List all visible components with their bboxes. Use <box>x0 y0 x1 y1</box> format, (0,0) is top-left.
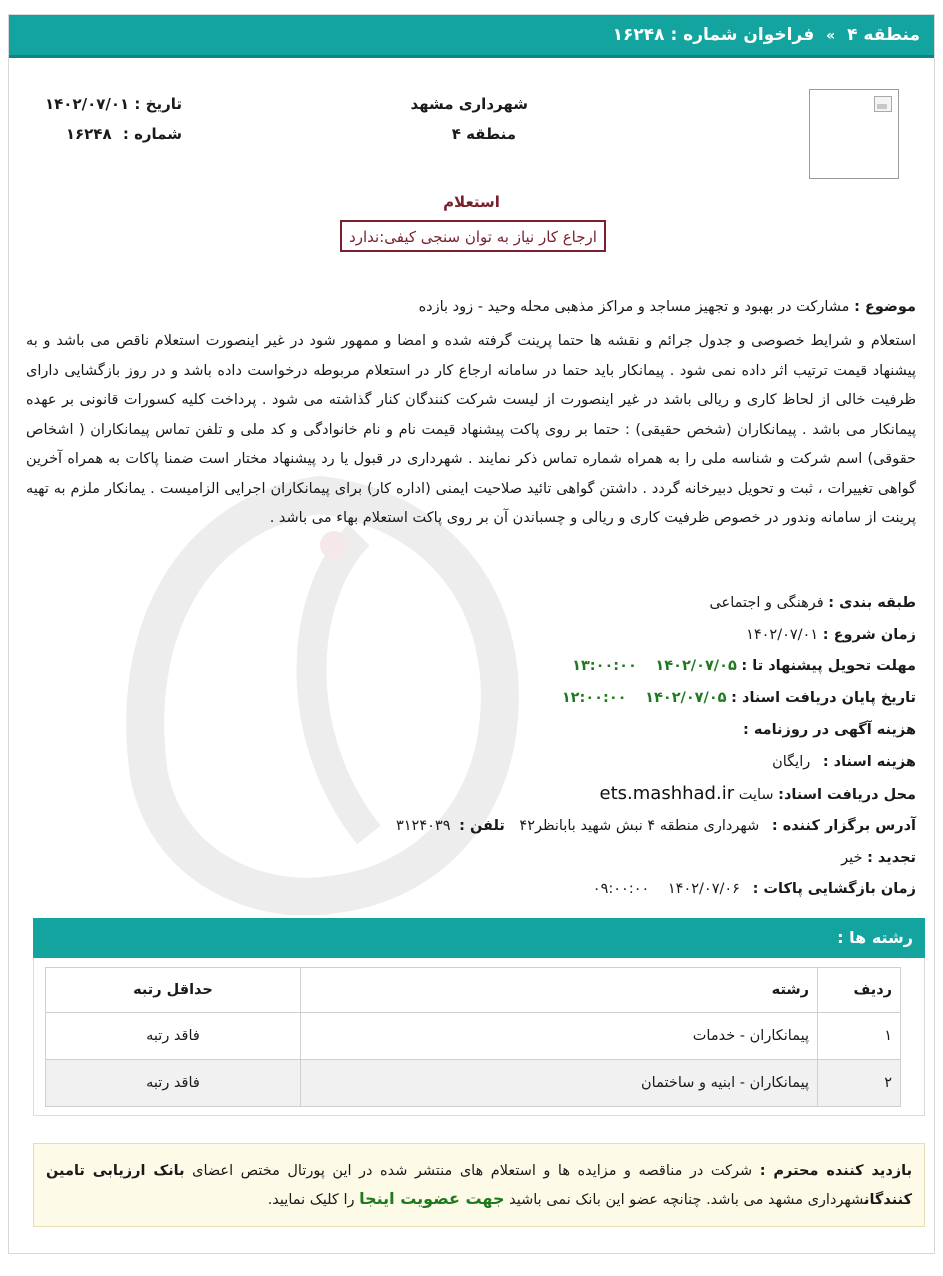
image-placeholder-icon <box>874 96 892 112</box>
notice-text-1: شرکت در مناقصه و مزایده ها و استعلام های منتشر شده در این پورتال مختص اعضای <box>192 1163 753 1179</box>
deadline-label: مهلت تحویل پیشنهاد تا : <box>741 658 916 674</box>
notice-text-2: شهرداری مشهد می باشد. چنانچه عضو این بانک نمی باشید <box>509 1192 865 1208</box>
row-index: ۲ <box>818 1060 901 1107</box>
join-link[interactable]: جهت عضویت اینجا <box>359 1189 505 1208</box>
org-name: شهرداری مشهد <box>410 95 528 113</box>
quality-assessment-note: ارجاع کار نیاز به توان سنجی کیفی:ندارد <box>340 220 606 252</box>
docs-end-row <box>562 690 916 706</box>
start-label: زمان شروع : <box>822 627 916 643</box>
deadline-time: ۱۳:۰۰:۰۰ <box>572 658 637 674</box>
org-region: منطقه ۴ <box>451 125 516 143</box>
opening-row <box>593 881 916 897</box>
docs-end-label: تاریخ پایان دریافت اسناد : <box>731 690 916 706</box>
notice-text-3: را کلیک نمایید. <box>267 1192 355 1208</box>
date-label: تاریخ : <box>134 95 182 113</box>
description-text: استعلام و شرایط خصوصی و جدول جرائم و نقشه ها حتما پرینت گرفته شده و امضا و ممهور شود در غیر اینصورت استعلام ناقص می باشد و به پیشنهاد قیمت ترتیب اثر داده نمی شود . پیمانکار باید حتما در سامانه ارجاع کار در استعلام مربوطه درخواست داده باشد و در روز بازگشایی دارای ظرفیت خالی از لحاظ کاری و ریالی باشد در غیر اینصورت از لیست شرکت کنندگان کنار گذاشته می شود . پرداخت کلیه کسورات قانونی بر عهده پیمانکار می باشد . پیمانکاران (شخص حقیقی) : حتما بر روی پاکت پیشنهاد قیمت نام و نام خانوادگی و کد ملی و تلفن تماس پیمانکاران ( اشخاص حقوقی) اسم شرکت و شناسه ملی را به همراه شماره تماس ذکر نمایند . شهرداری در قبول یا رد پیشنهاد مختار است ضمنا پاکات به همراه آخرین گواهی تغییرات ، ثبت و تحویل دبیرخانه گردد . داشتن گواهی تائید صلاحیت ایمنی (اداره کار) برای پیمانکاران اجرایی الزامیست . یمانکار ملزم به تهیه پرینت از سامانه وندور در خصوص ظرفیت کاری و ریالی و چسباندن آن بر روی پاکت استعلام بهاء می باشد . <box>26 333 916 526</box>
doc-cost-value: رایگان <box>772 754 811 770</box>
table-header-row <box>46 968 901 1013</box>
number-row <box>66 125 182 143</box>
opening-date: ۱۴۰۲/۰۷/۰۶ <box>667 881 740 897</box>
row-grade: فاقد رتبه <box>46 1013 301 1060</box>
address-label: آدرس برگزار کننده : <box>771 818 916 834</box>
doc-cost-row <box>772 754 916 770</box>
fields-table-container <box>33 958 925 1116</box>
visitor-notice <box>33 1143 925 1227</box>
phone-label: تلفن : <box>459 818 505 834</box>
opening-time: ۰۹:۰۰:۰۰ <box>592 881 650 897</box>
address-value: شهرداری منطقه ۴ نبش شهید بابانظر۴۲ <box>519 818 760 834</box>
start-row <box>746 627 916 643</box>
number-value: ۱۶۲۴۸ <box>65 125 112 143</box>
date-value: ۱۴۰۲/۰۷/۰۱ <box>44 95 130 113</box>
row-grade: فاقد رتبه <box>46 1060 301 1107</box>
breadcrumb-region[interactable]: منطقه ۴ <box>847 25 920 45</box>
renewal-label: تجدید : <box>867 850 916 866</box>
ad-cost-label: هزینه آگهی در روزنامه : <box>742 722 916 738</box>
doc-place-site-link[interactable]: ets.mashhad.ir <box>599 783 735 804</box>
row-index: ۱ <box>818 1013 901 1060</box>
breadcrumb-separator-icon: » <box>826 28 836 44</box>
ad-cost-row <box>743 722 916 738</box>
row-field: پیمانکاران - خدمات <box>301 1013 818 1060</box>
category-label: طبقه بندی : <box>828 595 916 611</box>
renewal-row <box>841 850 916 866</box>
start-value: ۱۴۰۲/۰۷/۰۱ <box>746 627 819 643</box>
column-header-field: رشته <box>301 968 818 1013</box>
subject-row <box>419 299 916 315</box>
table-row <box>46 1013 901 1060</box>
doc-cost-label: هزینه اسناد : <box>822 754 916 770</box>
deadline-date: ۱۴۰۲/۰۷/۰۵ <box>655 658 737 674</box>
phone-value: ۳۱۲۴۰۳۹ <box>395 818 451 834</box>
page-frame <box>8 14 935 1254</box>
date-row <box>45 95 182 113</box>
doc-place-label: محل دریافت اسناد: <box>778 787 916 803</box>
breadcrumb <box>9 15 934 58</box>
fields-table <box>45 967 901 1107</box>
docs-end-time: ۱۲:۰۰:۰۰ <box>561 690 627 706</box>
doc-place-row <box>600 783 916 804</box>
docs-end-date: ۱۴۰۲/۰۷/۰۵ <box>645 690 727 706</box>
category-row <box>709 595 916 611</box>
fields-section-header: رشته ها : <box>33 918 925 958</box>
deadline-row <box>572 658 916 674</box>
inquiry-title: استعلام <box>443 193 500 211</box>
opening-label: زمان بازگشایی پاکات : <box>752 881 916 897</box>
address-row <box>396 818 916 834</box>
watermark-logo-icon <box>69 475 569 915</box>
renewal-value: خیر <box>841 850 863 866</box>
table-row <box>46 1060 901 1107</box>
subject-value: مشارکت در بهبود و تجهیز مساجد و مراکز مذهبی محله وحید - زود بازده <box>418 299 850 315</box>
doc-place-prefix: سایت <box>738 787 774 803</box>
column-header-index: ردیف <box>818 968 901 1013</box>
column-header-grade: حداقل رتبه <box>46 968 301 1013</box>
row-field: پیمانکاران - ابنیه و ساختمان <box>301 1060 818 1107</box>
category-value: فرهنگی و اجتماعی <box>709 595 824 611</box>
notice-bank-name: بانک ارزیابی تامین کنندگان <box>46 1163 912 1208</box>
call-label: فراخوان شماره : <box>670 25 815 45</box>
number-label: شماره : <box>122 125 182 143</box>
call-number: ۱۶۲۴۸ <box>612 25 665 45</box>
notice-greeting: بازدید کننده محترم : <box>759 1163 913 1179</box>
subject-label: موضوع : <box>854 299 916 315</box>
org-logo <box>809 89 899 179</box>
